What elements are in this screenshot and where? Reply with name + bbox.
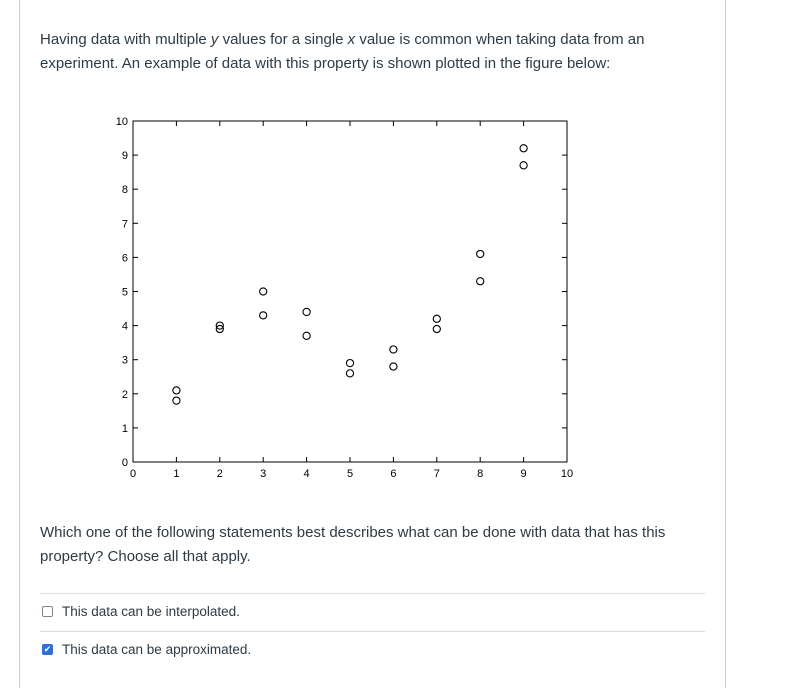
intro-text	[40, 28, 690, 76]
data-point	[477, 250, 484, 257]
data-point	[346, 360, 353, 367]
x-tick-label: 8	[477, 468, 484, 480]
data-point	[303, 332, 310, 339]
data-point	[433, 315, 440, 322]
x-tick-label: 10	[560, 468, 574, 480]
data-point	[346, 370, 353, 377]
y-tick-label: 2	[121, 388, 128, 401]
scatter-plot	[90, 110, 574, 485]
x-tick-label: 4	[303, 468, 310, 480]
data-point	[260, 312, 267, 319]
intro-text-part: value is common when taking data from an experiment. An example of data with this property is shown plotted in the figure below:	[40, 31, 645, 72]
answer-option-approximated[interactable]	[42, 638, 251, 660]
data-point	[433, 325, 440, 332]
question-text: Which one of the following statements best describes what can be done with data that has this property? Choose all that apply.	[40, 524, 666, 565]
data-point	[173, 397, 180, 404]
data-point	[303, 308, 310, 315]
y-tick-label: 1	[121, 422, 128, 435]
data-point	[520, 162, 527, 169]
y-tick-label: 0	[121, 457, 128, 469]
intro-text-part: Having data with multiple	[40, 31, 211, 48]
answer-option-interpolated[interactable]	[42, 600, 240, 622]
data-point	[260, 288, 267, 295]
y-tick-label: 9	[121, 150, 128, 163]
x-tick-label: 6	[390, 468, 397, 480]
divider	[40, 593, 705, 594]
data-point	[173, 387, 180, 394]
intro-text-part: values for a single	[218, 31, 348, 48]
x-tick-label: 7	[433, 468, 440, 480]
x-tick-label: 0	[129, 468, 137, 480]
data-point	[520, 145, 527, 152]
answer-label: This data can be approximated.	[62, 641, 252, 657]
y-tick-label: 10	[115, 116, 128, 128]
data-point	[477, 278, 484, 285]
divider	[40, 631, 705, 632]
x-tick-label: 1	[173, 468, 180, 480]
checkmark-icon[interactable]: ✔	[43, 643, 52, 654]
x-tick-label: 2	[216, 468, 223, 480]
plot-frame	[133, 121, 567, 462]
x-tick-label: 9	[520, 468, 527, 480]
y-tick-label: 8	[121, 184, 128, 197]
data-point	[390, 346, 397, 353]
answer-label: This data can be interpolated.	[62, 603, 240, 619]
x-tick-label: 3	[260, 468, 267, 480]
checkbox-interpolated[interactable]	[42, 606, 53, 617]
y-tick-label: 5	[121, 286, 128, 299]
x-tick-label: 5	[346, 468, 354, 480]
y-tick-label: 7	[121, 218, 128, 231]
variable-y: y	[210, 31, 219, 48]
y-tick-label: 4	[121, 320, 128, 333]
y-tick-label: 6	[121, 252, 128, 265]
data-point	[390, 363, 397, 370]
variable-x: x	[347, 31, 356, 48]
y-tick-label: 3	[121, 354, 128, 367]
question-panel	[19, 0, 726, 688]
